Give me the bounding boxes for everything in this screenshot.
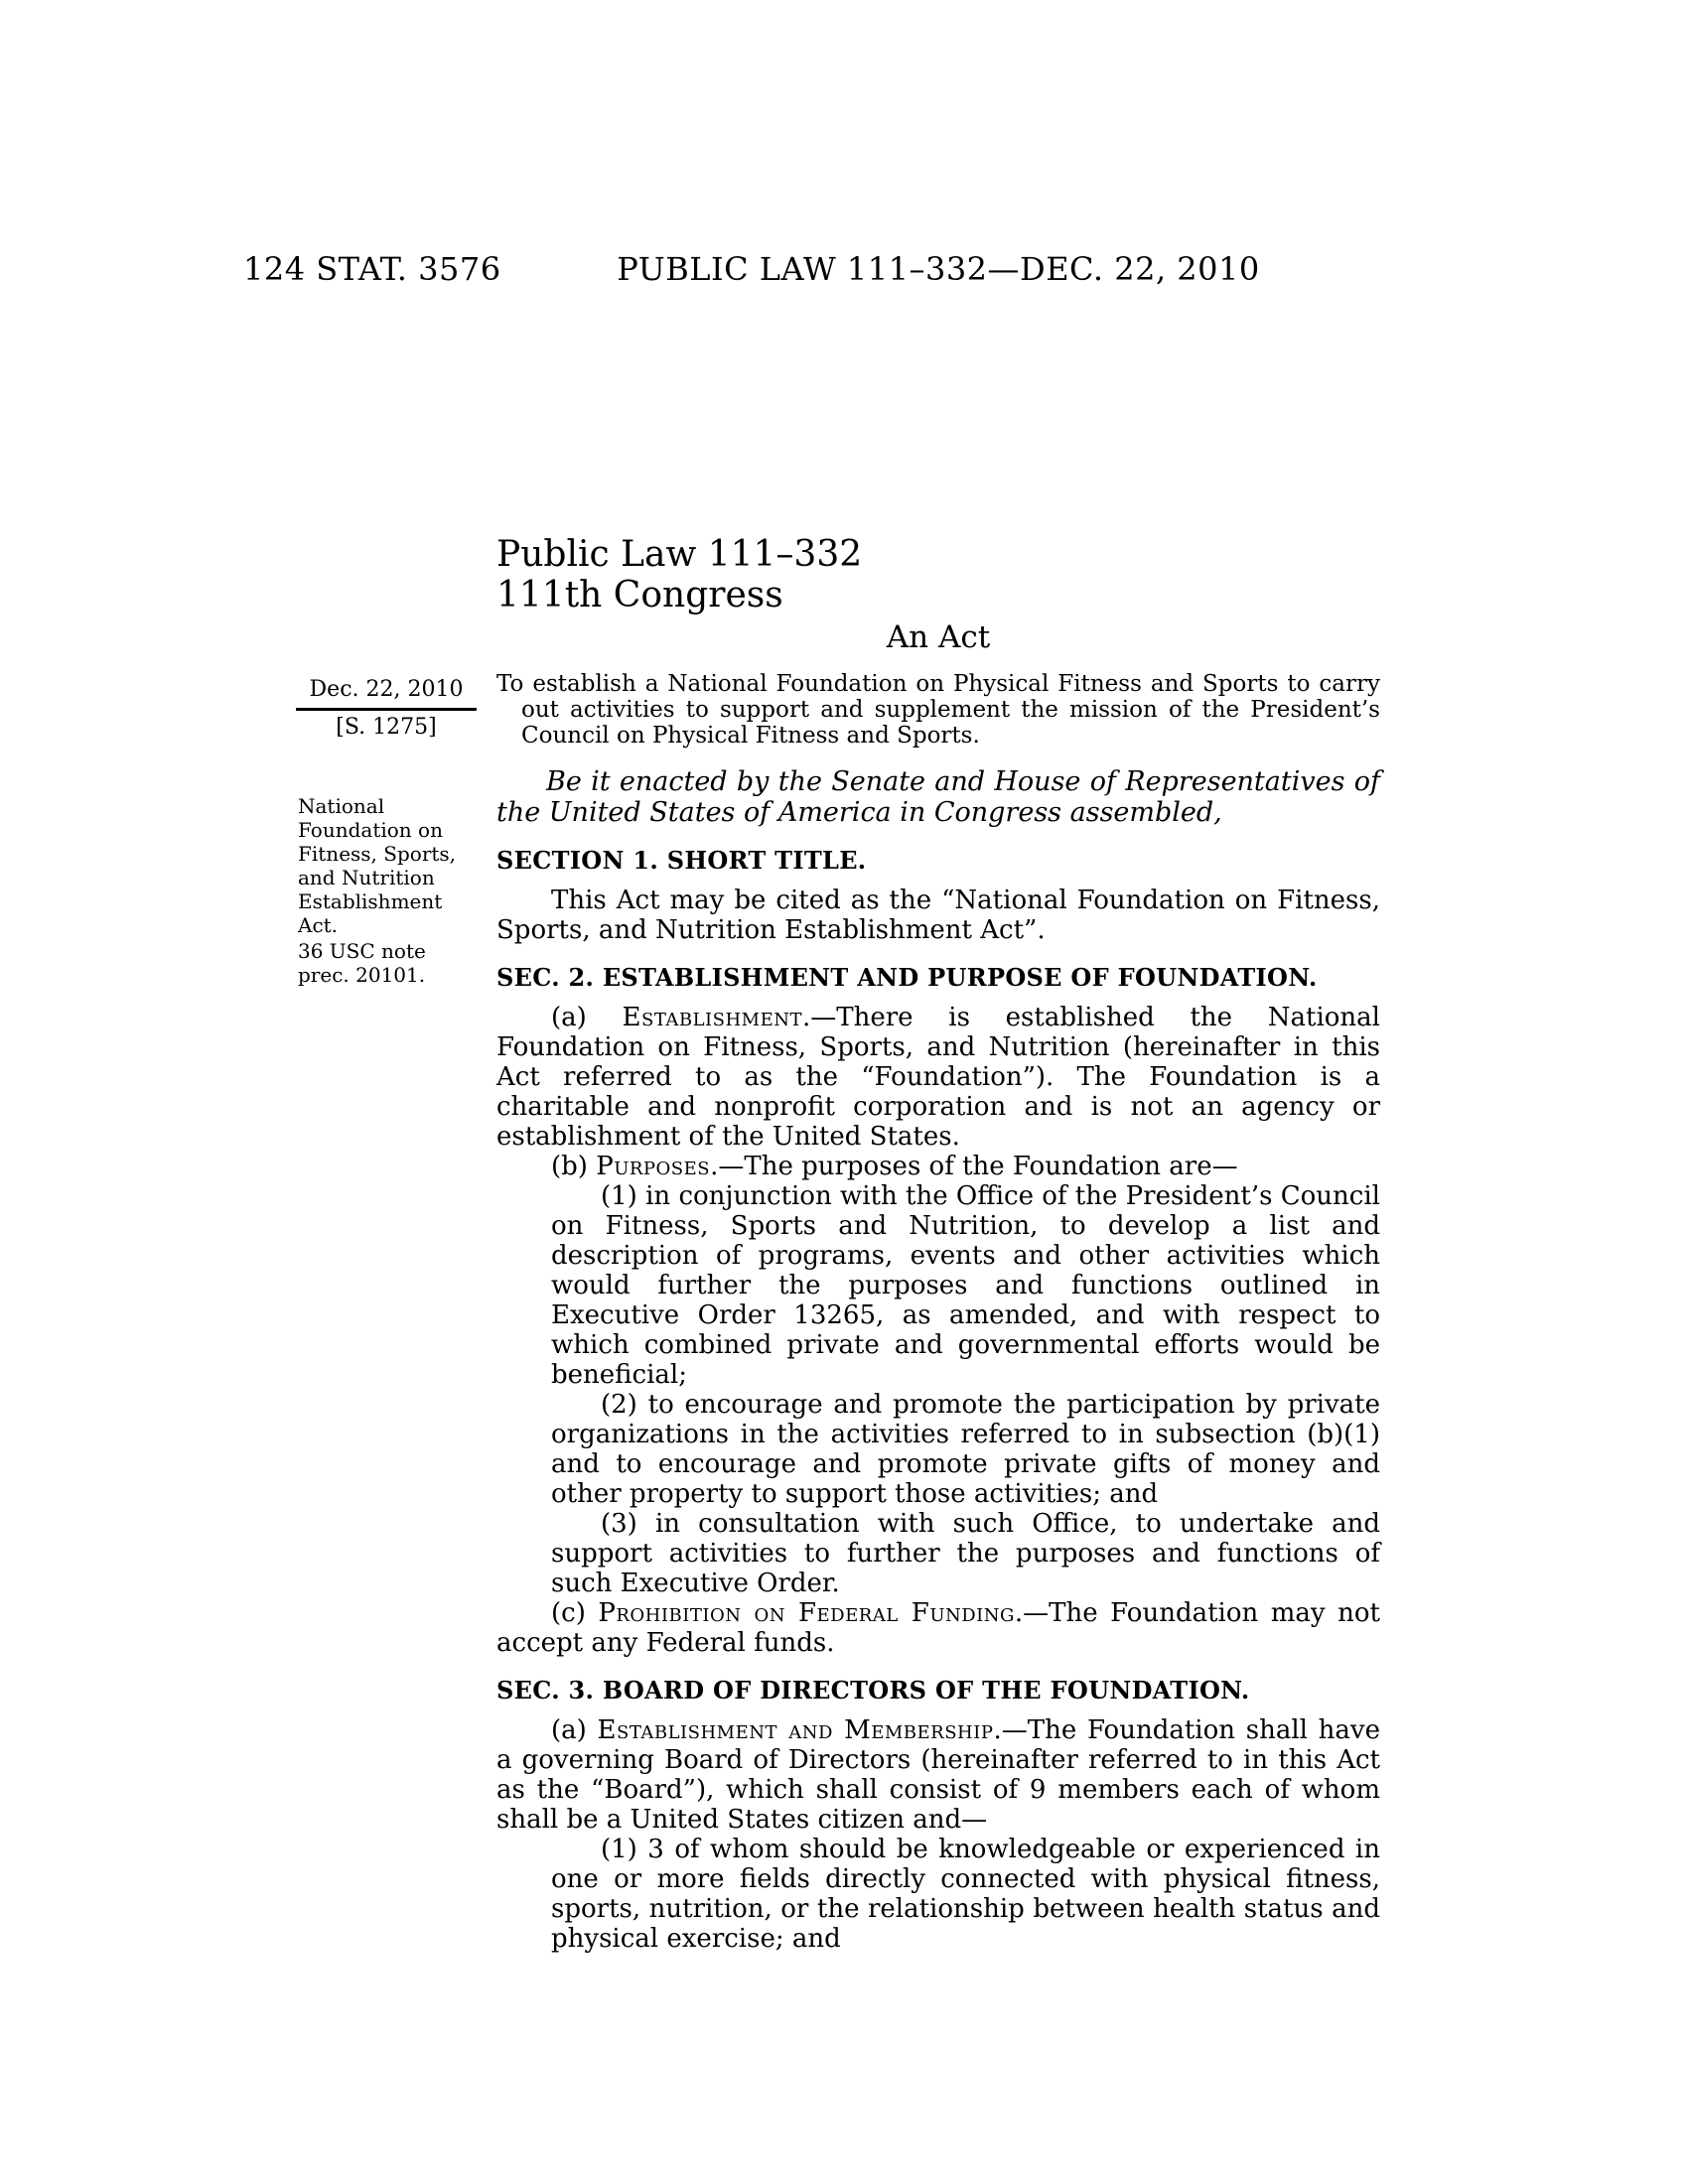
public-law-title: Public Law 111–332 — [496, 534, 863, 575]
sec3-subsection-a-smallcaps: Establishment and Membership — [597, 1715, 994, 1745]
section-2-item-1: (1) in conjunction with the Office of the President’s Council on Fitness, Sports and Nutrition, to develop a list and description of programs, events and other activities which would further the purposes and functions outlined in Executive Order 13265, as amended, and with respect to which combined private and governmental efforts would be beneficial; — [551, 1181, 1380, 1390]
section-2-paragraph-b — [496, 1152, 1380, 1181]
subsection-c-label: (c) — [551, 1598, 599, 1628]
section-3-item-1: (1) 3 of whom should be knowledgeable or experienced in one or more fields directly connected with physical fitness, sports, nutrition, or the relationship between health status and physical exercise; and — [551, 1835, 1380, 1954]
an-act-heading: An Act — [886, 619, 991, 655]
public-law-running-title: PUBLIC LAW 111–332—DEC. 22, 2010 — [617, 250, 1260, 288]
congress-line: 111th Congress — [496, 575, 783, 615]
bill-number: [S. 1275] — [336, 715, 437, 740]
section-2-item-2: (2) to encourage and promote the participation by private organizations in the activities referred to in subsection (b)(1) and to encourage and promote private gifts of money and other property to support those activities; and — [551, 1390, 1380, 1509]
subsection-c-smallcaps: Prohibition on Federal Funding — [598, 1598, 1015, 1628]
sec3-subsection-a-label: (a) — [551, 1715, 598, 1745]
main-text-column — [496, 534, 1380, 1954]
margin-note-block — [298, 794, 469, 987]
section-2-paragraph-c — [496, 1598, 1380, 1658]
subsection-a-smallcaps: Establishment — [622, 1003, 802, 1032]
subsection-b-smallcaps: Purposes — [596, 1152, 711, 1181]
sec3-subsection-a-text: .—The Foundation shall have a governing Board of Directors (hereinafter referred to in this Act as the “Board”), which shall consist of 9 members each of whom shall be a United States citizen and— — [496, 1715, 1380, 1835]
section-2-item-3: (3) in consultation with such Office, to undertake and support activities to further the purposes and functions of such Executive Order. — [551, 1509, 1380, 1598]
subsection-a-label: (a) — [551, 1003, 623, 1032]
short-title-margin-note: National Foundation on Fitness, Sports, and Nutrition Establishment Act. — [298, 794, 457, 937]
margin-date-block — [296, 677, 477, 741]
section-1-body: This Act may be cited as the “National Foundation on Fitness, Sports, and Nutrition Establishment Act”. — [496, 886, 1380, 945]
subsection-b-text: .—The purposes of the Foundation are— — [710, 1152, 1238, 1181]
enactment-date: Dec. 22, 2010 — [309, 677, 464, 702]
section-3-paragraph-a — [496, 1715, 1380, 1835]
subsection-c-text: .—The Foundation may not accept any Federal funds. — [496, 1598, 1380, 1658]
section-3-heading: SEC. 3. BOARD OF DIRECTORS OF THE FOUNDATION. — [496, 1676, 1250, 1705]
subsection-b-label: (b) — [551, 1152, 597, 1181]
section-2-paragraph-a — [496, 1003, 1380, 1152]
section-1-heading: SECTION 1. SHORT TITLE. — [496, 846, 867, 875]
stat-page-number: 124 STAT. 3576 — [243, 250, 501, 288]
running-head — [0, 250, 1688, 294]
enacting-clause: Be it enacted by the Senate and House of Representatives of the United States of America in Congress assembled, — [496, 766, 1380, 828]
margin-rule — [296, 708, 477, 711]
subsection-a-text: .—There is established the National Foundation on Fitness, Sports, and Nutrition (hereinafter in this Act referred to as the “Foundation”). The Foundation is a charitable and nonprofit corporation and is not an agency or establishment of the United States. — [496, 1003, 1380, 1152]
act-preamble: To establish a National Foundation on Physical Fitness and Sports to carry out activities to support and supplement the mission of the President’s Council on Physical Fitness and Sports. — [496, 671, 1380, 749]
section-2-heading: SEC. 2. ESTABLISHMENT AND PURPOSE OF FOUNDATION. — [496, 963, 1318, 992]
usc-citation-margin-note: 36 USC note prec. 20101. — [298, 939, 426, 987]
